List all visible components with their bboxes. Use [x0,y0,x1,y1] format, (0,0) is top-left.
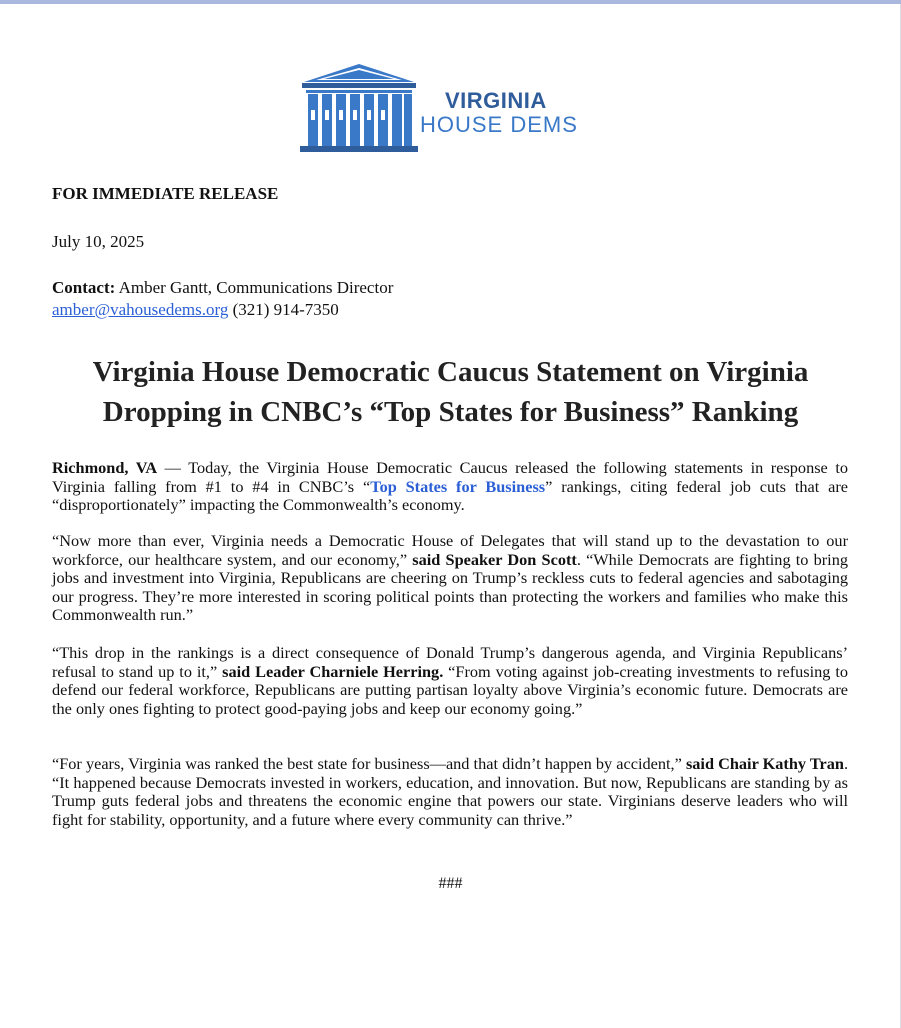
logo-line-2: HOUSE DEMS [420,112,578,137]
headline: Virginia House Democratic Caucus Statement on Virginia Dropping in CNBC’s “Top States for Business” Ranking [92,356,809,428]
scott-quote-b: . “While Democrats are fighting to bring jobs and investment into Virginia, Republicans are cheering on Trump’s reckless cuts to federal agencies and sabotaging our progress. They’re more interested in scoring political points than protecting the workers and families who make this Commonwealth run.” [52,549,848,625]
intro-text-b: ” rankings, citing federal job cuts that are “disproportionately” impacting the Commonwealth’s economy. [52,476,848,515]
contact-phone: (321) 914-7350 [232,300,339,319]
intro-paragraph [52,459,848,515]
contact-block [52,277,393,321]
contact-email-link[interactable]: amber@vahousedems.org [52,300,229,319]
release-label: FOR IMMEDIATE RELEASE [52,184,279,203]
intro-text-a: — Today, the Virginia House Democratic Caucus released the following statements in response to Virginia falling from #1 to #4 in CNBC’s “ [52,458,848,496]
contact-label: Contact: [52,278,116,297]
herring-quote-paragraph [52,644,848,718]
herring-quote-b: “From voting against job-creating investments to refusing to defend our federal workforce, Republicans are putting partisan loyalty above Virginia’s economic future. Democrats are the only ones fighting to protect good-paying jobs and keep our economy going.” [52,661,848,718]
end-mark: ### [438,875,463,892]
contact-name: Amber Gantt, Communications Director [118,278,394,297]
herring-attribution: said Leader Charniele Herring. [222,661,444,681]
scott-attribution: said Speaker Don Scott [412,549,577,569]
dateline: Richmond, VA [52,458,158,477]
scott-quote-a: “Now more than ever, Virginia needs a Democratic House of Delegates that will stand up to the devastation to our workforce, our healthcare system, and our economy,” [52,531,848,569]
tran-quote-a: “For years, Virginia was ranked the best state for business—and that didn’t happen by accident,” [52,754,686,773]
top-states-link[interactable]: Top States for Business [370,476,546,496]
tran-attribution: said Chair Kathy Tran [685,754,844,773]
virginia-house-dems-logo [298,62,598,158]
release-date: July 10, 2025 [52,232,145,251]
scott-quote-paragraph [52,532,848,625]
tran-quote-paragraph [52,755,848,829]
herring-quote-a: “This drop in the rankings is a direct consequence of Donald Trump’s dangerous agenda, and Virginia Republicans’ refusal to stand up to it,” [52,643,848,681]
tran-quote-b: . “It happened because Democrats invested in workers, education, and innovation. But now, Republicans are standing by as Trump guts federal jobs and threatens the economic engine that powers our state. Virginians deserve leaders who will fight for stability, opportunity, and a future where every community can thrive.” [52,754,849,829]
capitol-building-icon [298,62,420,154]
logo-line-1: VIRGINIA [445,88,547,113]
